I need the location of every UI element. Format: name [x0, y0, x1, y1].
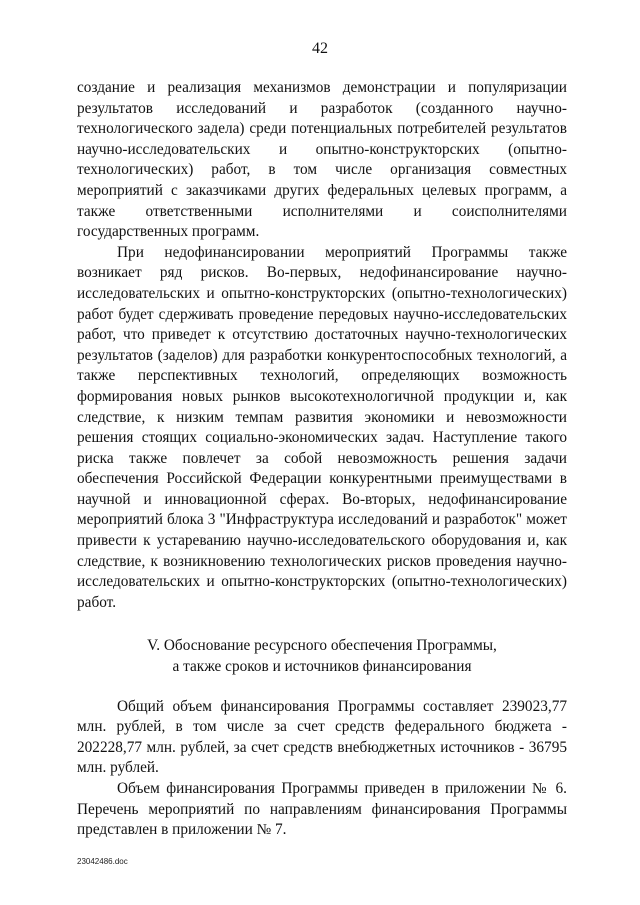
section-heading-line-1: V. Обоснование ресурсного обеспечения Программы,	[147, 637, 497, 655]
section-heading-line-2: а также сроков и источников финансирования	[172, 658, 472, 676]
paragraph-underfunding-risks: При недофинансировании мероприятий Программы также возникает ряд рисков. Во-первых, недофинансирование научно-исследовательских и опытно-конструкторских (опытно-технологических) работ будет сдерживать проведение передовых научно-исследовательских работ, что приведет к отсутствию достаточных научно-технологических результатов (заделов) для разработки конкурентоспособных технологий, а также перспективных технологий, определяющих возможность формирования новых рынков высокотехнологичной продукции и, как следствие, к низким темпам развития экономики и невозможности решения стоящих социально-экономических задач. Наступление такого риска также повлечет за собой невозможность решения задачи обеспечения Российской Федерации конкурентными преимуществами в научной и инновационной сферах. Во-вторых, недофинансирование мероприятий блока 3 "Инфраструктура исследований и разработок" может привести к устареванию научно-исследовательского оборудования и, как следствие, к возникновению технологических рисков проведения научно-исследовательских и опытно-конструкторских (опытно-технологических) работ.	[77, 243, 567, 611]
paragraph-total-funding: Общий объем финансирования Программы составляет 239023,77 млн. рублей, в том числе за счет средств федерального бюджета - 202228,77 млн. рублей, за счет средств внебюджетных источников - 36795 млн. рублей.	[77, 697, 567, 777]
page-content	[77, 78, 567, 841]
paragraph-funding-appendices: Объем финансирования Программы приведен в приложении № 6. Перечень мероприятий по направлениям финансирования Программы представлен в приложении № 7.	[77, 780, 567, 839]
spacer	[77, 678, 567, 697]
footer-filename: 23042486.doc	[77, 857, 128, 866]
page-number: 42	[312, 40, 328, 57]
spacer	[77, 613, 567, 636]
paragraph-dissemination: создание и реализация механизмов демонстрации и популяризации результатов исследований и разработок (созданного научно-технологического задела) среди потенциальных потребителей результатов научно-исследовательских и опытно-конструкторских (опытно-технологических) работ, в том числе организация совместных мероприятий с заказчиками других федеральных целевых программ, а также ответственными исполнителями и соисполнителями государственных программ.	[77, 79, 567, 241]
